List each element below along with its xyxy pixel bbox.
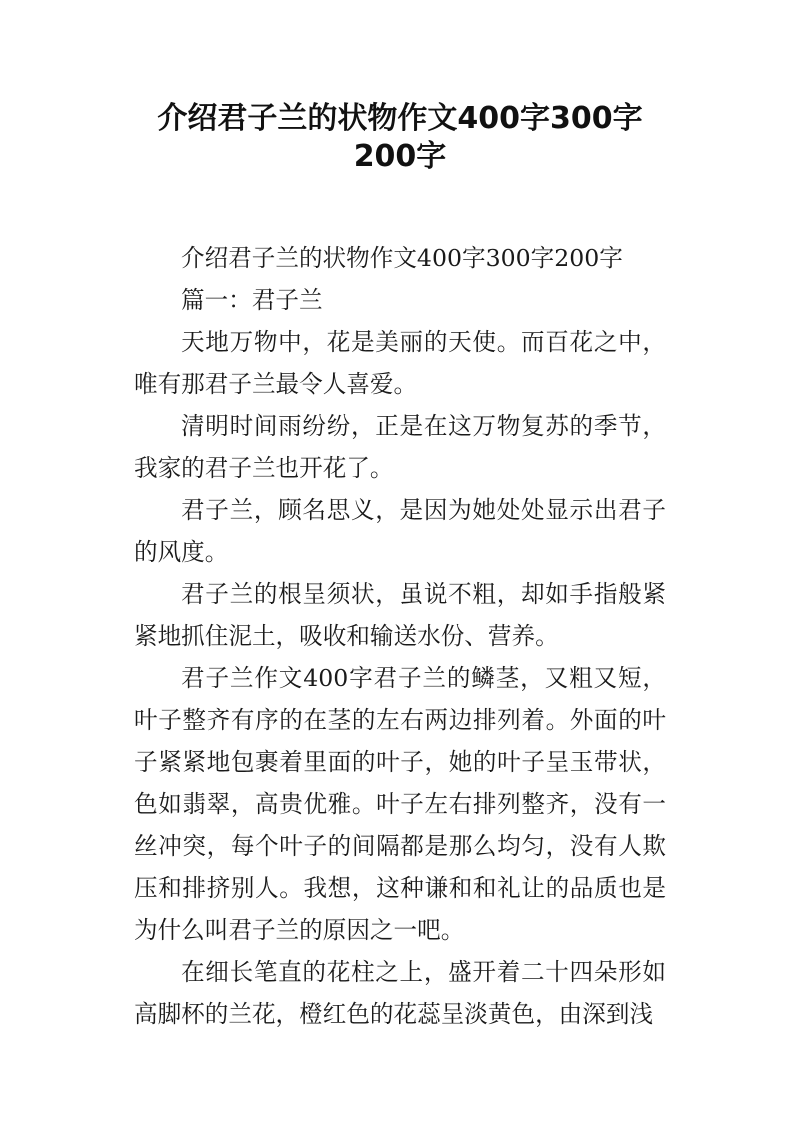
title-line-1: 介绍君子兰的状物作文400字300字 bbox=[157, 101, 643, 136]
paragraph: 君子兰作文400字君子兰的鳞茎，又粗又短，叶子整齐有序的在茎的左右两边排列着。外面的叶子紧紧地包裹着里面的叶子，她的叶子呈玉带状，色如翡翠，高贵优雅。叶子左右排列整齐，没有一丝冲突，每个叶子的间隔都是那么均匀，没有人欺压和排挤别人。我想，这种谦和和礼让的品质也是为什么叫君子兰的原因之一吧。 bbox=[134, 664, 666, 944]
paragraph: 清明时间雨纷纷，正是在这万物复苏的季节，我家的君子兰也开花了。 bbox=[134, 412, 666, 482]
paragraph: 君子兰，顾名思义，是因为她处处显示出君子的风度。 bbox=[134, 496, 666, 566]
paragraph-subtitle: 介绍君子兰的状物作文400字300字200字 bbox=[181, 244, 623, 272]
paragraph: 君子兰的根呈须状，虽说不粗，却如手指般紧紧地抓住泥土，吸收和输送水份、营养。 bbox=[134, 580, 666, 650]
paragraph: 在细长笔直的花柱之上，盛开着二十四朵形如高脚杯的兰花，橙红色的花蕊呈淡黄色，由深到浅 bbox=[134, 958, 666, 1028]
title-line-2: 200字 bbox=[353, 139, 447, 174]
document-body bbox=[134, 237, 666, 1035]
paragraph-section-heading: 篇一：君子兰 bbox=[181, 286, 323, 314]
document-title bbox=[100, 100, 700, 176]
paragraph: 天地万物中，花是美丽的天使。而百花之中，唯有那君子兰最令人喜爱。 bbox=[134, 328, 666, 398]
